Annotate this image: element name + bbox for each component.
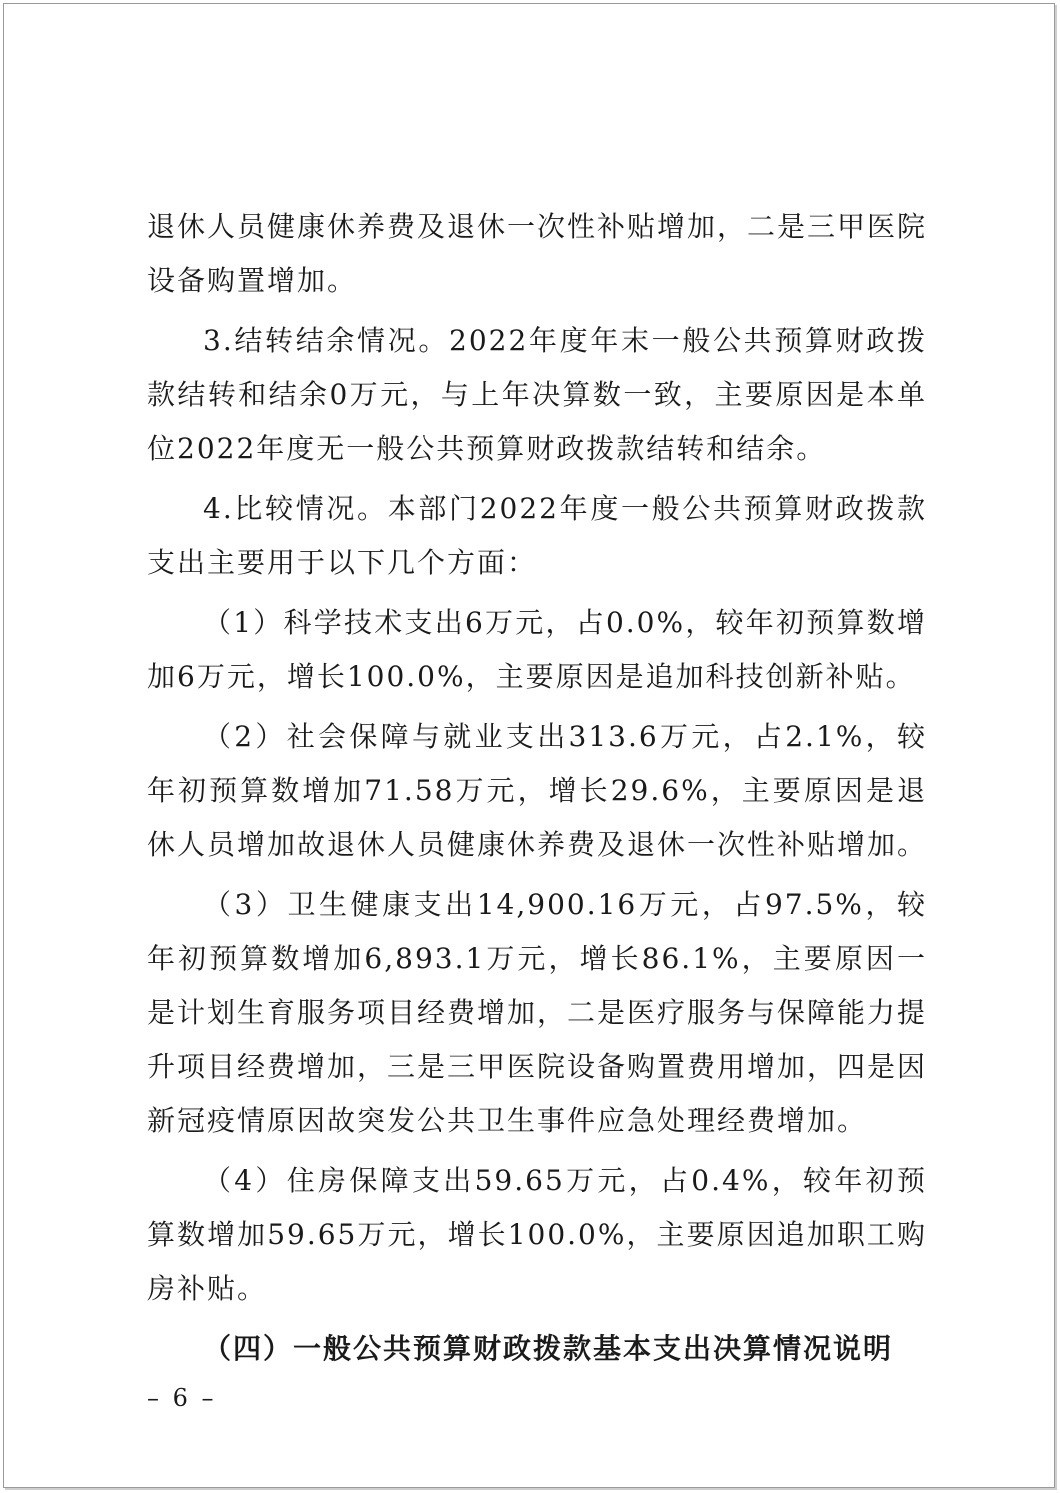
paragraph-carryover: 3.结转结余情况。2022年度年末一般公共预算财政拨款结转和结余0万元，与上年决算数一致，主要原因是本单位2022年度无一般公共预算财政拨款结转和结余。	[147, 324, 927, 465]
paragraph-comparison: 4.比较情况。本部门2022年度一般公共预算财政拨款支出主要用于以下几个方面：	[147, 492, 927, 579]
page-number: – 6 –	[147, 1384, 217, 1412]
paragraph-item-1: （1）科学技术支出6万元，占0.0%，较年初预算数增加6万元，增长100.0%，主要原因是追加科技创新补贴。	[147, 606, 927, 693]
paragraph-continued: 退休人员健康休养费及退休一次性补贴增加，二是三甲医院设备购置增加。	[147, 210, 928, 297]
paragraph-item-2: （2）社会保障与就业支出313.6万元，占2.1%，较年初预算数增加71.58万元，增长29.6%，主要原因是退休人员增加故退休人员健康休养费及退休一次性补贴增加。	[147, 720, 928, 861]
paragraph-item-3: （3）卫生健康支出14,900.16万元，占97.5%，较年初预算数增加6,893.1万元，增长86.1%，主要原因一是计划生育服务项目经费增加，二是医疗服务与保障能力提升项目经费增加，三是三甲医院设备购置费用增加，四是因新冠疫情原因故突发公共卫生事件应急处理经费增加。	[147, 888, 928, 1137]
paragraph-item-4: （4）住房保障支出59.65万元，占0.4%，较年初预算数增加59.65万元，增长100.0%，主要原因追加职工购房补贴。	[147, 1164, 927, 1305]
section-heading: （四）一般公共预算财政拨款基本支出决算情况说明	[203, 1332, 894, 1365]
document-body	[147, 200, 927, 1376]
page	[3, 3, 1055, 1488]
